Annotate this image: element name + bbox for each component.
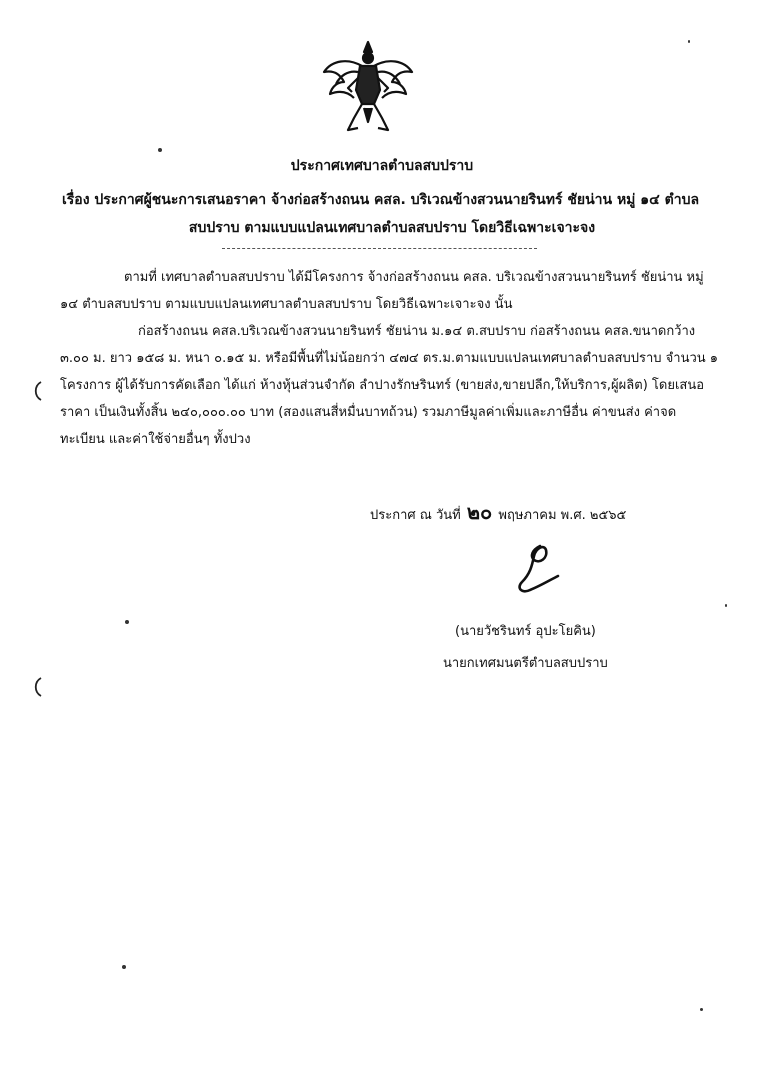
signatory-position: นายกเทศมนตรีตำบลสบปราบ [443, 656, 608, 671]
signatory-name: (นายวัชรินทร์ อุปะโยคิน) [455, 624, 596, 639]
divider [222, 248, 537, 249]
handwritten-signature [510, 540, 566, 604]
announcement-day: ๒๐ [466, 500, 493, 524]
body-paragraph-2-rest: ๓.๐๐ ม. ยาว ๑๕๘ ม. หนา ๐.๑๕ ม. หรือมีพื้นที่ไม่น้อยกว่า ๔๗๔ ตร.ม.ตามแบบแปลนเทศบาลตำบลสบปราบ จำนวน ๑ โครงการ ผู้ได้รับการคัดเลือก ได้แก่ ห้างหุ้นส่วนจำกัด ลำปางรักษรินทร์ (ขายส่ง,ขายปลีก,ให้บริการ,ผู้ผลิต) โดยเสนอราคา เป็นเงินทั้งสิ้น ๒๔๐,๐๐๐.๐๐ บาท (สองแสนสี่หมื่นบาทถ้วน) รวมภาษีมูลค่าเพิ่มและภาษีอื่น ค่าขนส่ง ค่าจดทะเบียน และค่าใช้จ่ายอื่นๆ ทั้งปวง [60, 351, 719, 447]
scan-speck [725, 604, 727, 607]
scan-speck [688, 40, 690, 43]
announcement-date [370, 496, 626, 528]
scan-speck [158, 148, 162, 152]
punch-hole-mark [30, 676, 44, 698]
body-paragraph-1: ตามที่ เทศบาลตำบลสบปราบ ได้มีโครงการ จ้างก่อสร้างถนน คสล. บริเวณข้างสวนนายรินทร์ ชัยน่าน หมู่ ๑๔ ตำบลสบปราบ ตามแบบแปลนเทศบาลตำบลสบปราบ โดยวิธีเฉพาะเจาะจง นั้น [60, 270, 704, 312]
subject-heading [62, 186, 712, 242]
garuda-emblem-icon [318, 38, 418, 138]
scan-speck [700, 1008, 703, 1011]
announcement-month-year: พฤษภาคม พ.ศ. ๒๕๖๕ [498, 508, 627, 523]
scan-speck [122, 965, 126, 969]
punch-hole-mark [30, 380, 44, 402]
scan-speck [125, 620, 129, 624]
body-paragraph-2-first-line: ก่อสร้างถนน คสล.บริเวณข้างสวนนายรินทร์ ชัยน่าน ม.๑๔ ต.สบปราบ ก่อสร้างถนน คสล.ขนาดกว้าง [138, 324, 696, 339]
body-paragraph-2 [60, 318, 720, 453]
page-title: ประกาศเทศบาลตำบลสบปราบ [290, 158, 474, 174]
subject-line-2: สบปราบ ตามแบบแปลนเทศบาลตำบลสบปราบ โดยวิธีเฉพาะเจาะจง [188, 220, 596, 236]
announcement-prefix: ประกาศ ณ วันที่ [370, 508, 461, 523]
subject-line-1: เรื่อง ประกาศผู้ชนะการเสนอราคา จ้างก่อสร้างถนน คสล. บริเวณข้างสวนนายรินทร์ ชัยน่าน หมู่ ๑๔ ตำบล [62, 192, 700, 208]
